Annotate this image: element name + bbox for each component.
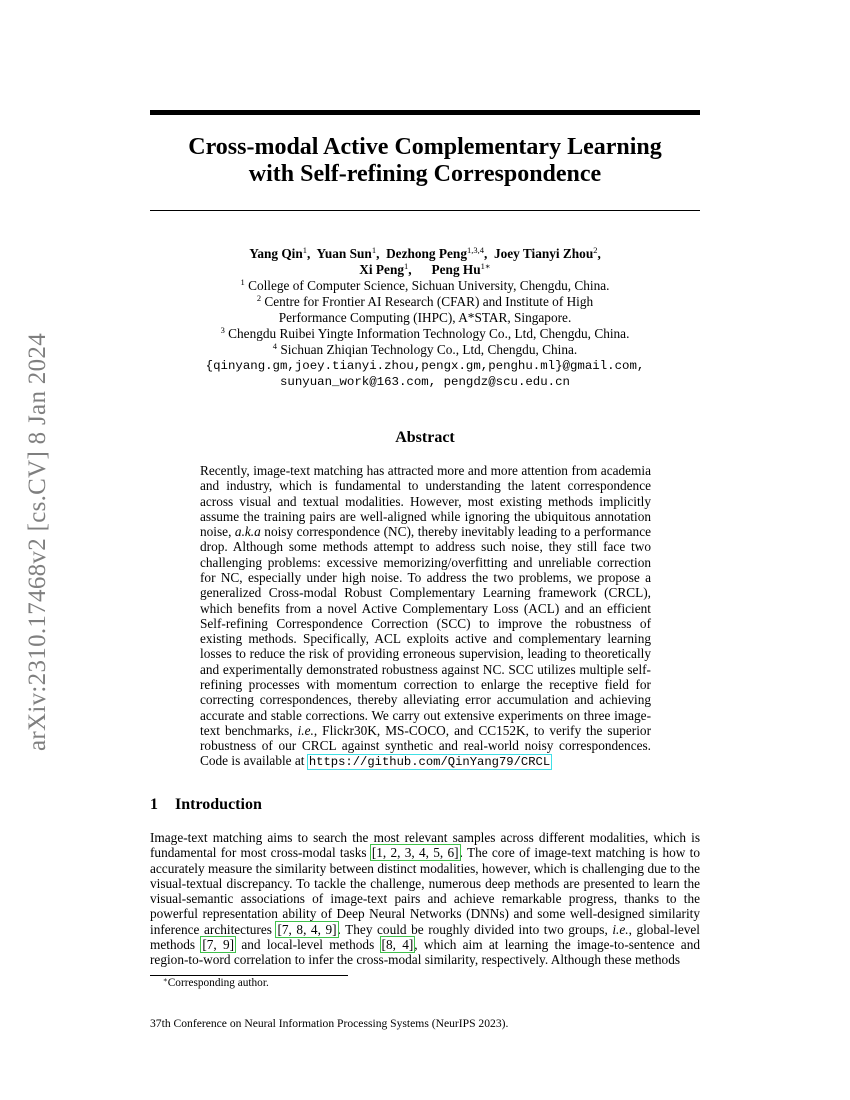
section-number: 1 [150, 796, 158, 813]
author-block [150, 246, 700, 390]
author-names-line-1: Yang Qin$^1$, Yuan Sun$^1$, Dezhong Peng$^{1,3,4}$, Joey Tianyi Zhou$^2$, [249, 245, 601, 261]
author-emails-line-2: sunyuan_work@163.com, pengdz@scu.edu.cn [280, 375, 570, 389]
citation-link[interactable]: [7, 9] [202, 936, 235, 952]
author: Peng $Hu^{1∗}$ [431, 261, 491, 277]
author: Dezhong Peng$^{1,3,4}$ [386, 245, 484, 261]
section-title: Introduction [175, 796, 262, 813]
footnote-rule [150, 975, 348, 976]
citation-link[interactable]: [8, 4] [381, 936, 414, 952]
author: Xi Peng$^1$ [359, 261, 409, 277]
affiliation: $^1$ College of Computer Science, Sichuan University, Chengdu, China. [240, 277, 610, 293]
title-line-1: Cross-modal Active Complementary Learning [188, 134, 662, 160]
citation-link[interactable]: [7, 8, 4, 9] [277, 921, 337, 937]
footnote-mark: ∗ [163, 976, 168, 984]
paper-title [150, 134, 700, 188]
affiliation: $^4$ Sichuan Zhiqian Technology Co., Ltd, Chengdu, China. [272, 341, 578, 357]
title-line-2: with Self-refining Correspondence [248, 161, 602, 187]
introduction-text: Image-text matching aims to search the most relevant samples across different modalities, which is fundamental for most cross-modal tasks [1, 2, 3, 4, 5, 6]. The core of image-text matching is how to accurately measure the similarity between distinct modalities, however, which is challenging due to the visual-textual discrepancy. To tackle the challenge, numerous deep methods are presented to learn the visual-semantic associations of image-text pairs and achieve remarkable progress, thanks to the powerful representation ability of Deep Neural Networks (DNNs) and some well-designed similarity inference architectures [7, 8, 4, 9]. They could be roughly divided into two groups, i.e., global-level methods [7, 9] and local-level methods [8, 4], which aim at learning the image-to-sentence and region-to-word correlation to infer the cross-modal similarity, respectively. Although these methods [150, 830, 700, 968]
affiliation: $^2$ Centre for Frontier AI Research (CFAR) and Institute of High [256, 293, 594, 309]
author: Yuan Sun$^1$ [316, 245, 377, 261]
section-heading-introduction [150, 796, 700, 814]
conference-note: 37th Conference on Neural Information Processing Systems (NeurIPS 2023). [150, 1017, 509, 1030]
author: Yang Qin$^1$ [249, 245, 308, 261]
affiliation: $^3$ Chengdu Ruibei Yingte Information Technology Co., Ltd, Chengdu, China. [220, 325, 630, 341]
abstract-heading: Abstract [395, 429, 455, 446]
author-emails-line-1: {qinyang.gm,joey.tianyi.zhou,pengx.gm,penghu.ml}@gmail.com, [205, 359, 645, 373]
abstract-text: Recently, image-text matching has attracted more and more attention from academia and industry, which is fundamental to understanding the latent correspondence across visual and textual modalities. However, most existing methods implicitly assume the training pairs are well-aligned while ignoring the ubiquitous annotation noise, a.k.a noisy correspondence (NC), thereby inevitably leading to a performance drop. Although some methods attempt to address such noise, they still face two challenging problems: excessive memorizing/overfitting and unreliable correction for NC, especially under high noise. To address the two problems, we propose a generalized Cross-modal Robust Complementary Learning framework (CRCL), which benefits from a novel Active Complementary Loss (ACL) and an efficient Self-refining Correspondence Correction (SCC) to improve the robustness of existing methods. Specifically, ACL exploits active and complementary learning losses to reduce the risk of providing erroneous supervision, leading to theoretically and experimentally demonstrated robustness against NC. SCC utilizes multiple self-refining processes with momentum correction to enlarge the receptive field for correcting correspondences, thereby alleviating error accumulation and achieving accurate and stable corrections. We carry out extensive experiments on three image-text benchmarks, i.e., Flickr30K, MS-COCO, and CC152K, to verify the superior robustness of our CRCL against synthetic and real-world noisy correspondences. Code is available at https://github.com/QinYang79/CRCL [200, 463, 652, 770]
arxiv-identifier-stamp: arXiv:2310.17468v2 [cs.CV] 8 Jan 2024 [24, 333, 51, 751]
footnote-text: Corresponding author. [167, 977, 269, 989]
author-names-line-2: Xi Peng$^1$, Peng $Hu^{1∗}$ [359, 261, 491, 277]
author: Joey Tianyi Zhou$^2$ [493, 245, 598, 261]
footnote [163, 977, 269, 989]
citation-link[interactable]: [1, 2, 3, 4, 5, 6] [371, 845, 459, 861]
code-repository-link[interactable]: https://github.com/QinYang79/CRCL [308, 755, 551, 770]
title-bottom-rule [150, 210, 700, 211]
title-top-rule [150, 110, 700, 115]
affiliation-continuation: Performance Computing (IHPC), A*STAR, Singapore. [278, 310, 572, 325]
